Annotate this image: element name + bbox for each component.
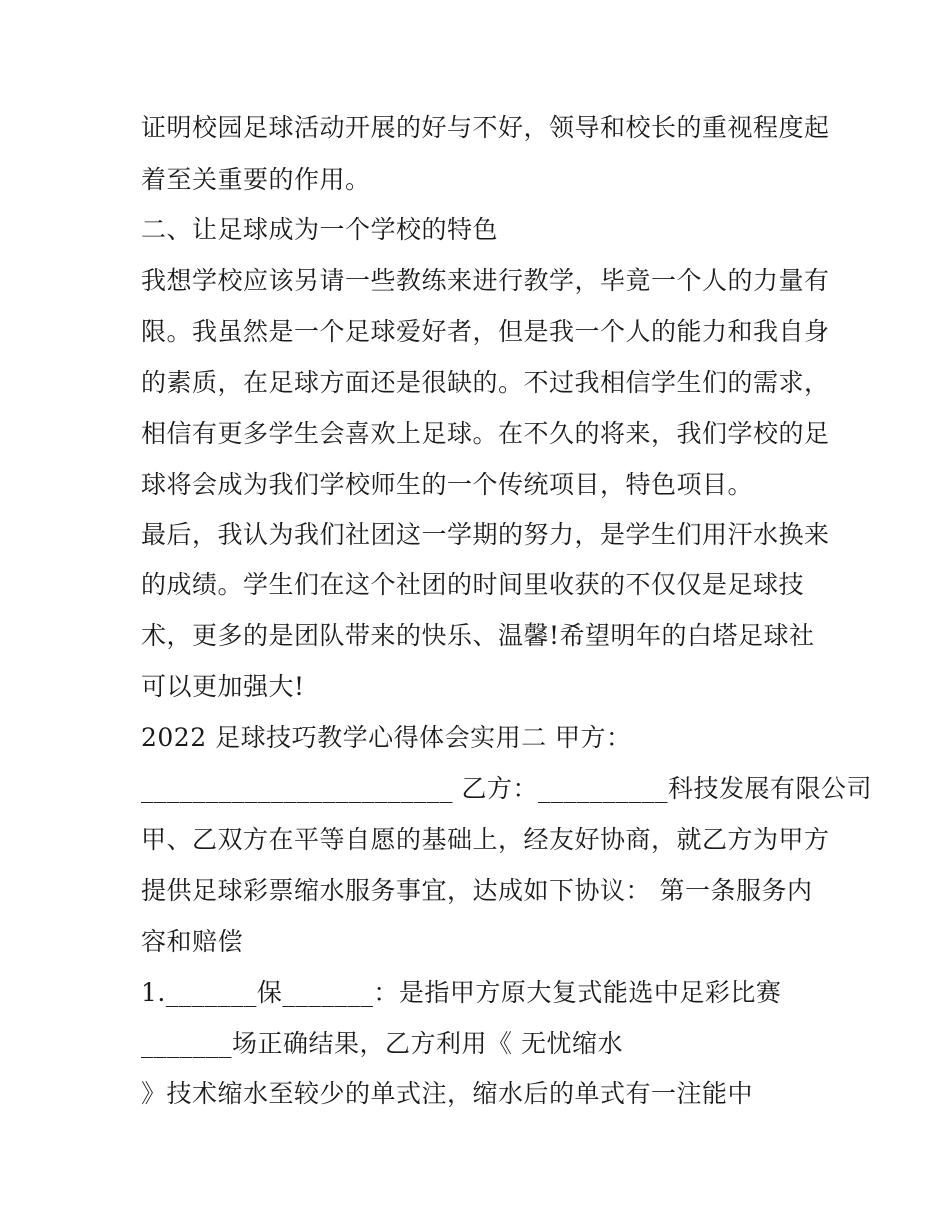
document-title: 2022 足球技巧教学心得体会实用二 甲方：	[141, 723, 632, 752]
party-line: ________________________ 乙方：__________科技发展有限公司	[141, 774, 872, 803]
text-line: 的素质，在足球方面还是很缺的。不过我相信学生们的需求，	[141, 368, 830, 397]
text-line: 术，更多的是团队带来的快乐、温馨!希望明年的白塔足球社	[141, 621, 815, 650]
clause-line: 1._______保_______：是指甲方原大复式能选中足彩比赛	[141, 978, 782, 1007]
text-line: 相信有更多学生会喜欢上足球。在不久的将来，我们学校的足	[141, 419, 830, 448]
text-line: 我想学校应该另请一些教练来进行教学，毕竟一个人的力量有	[141, 266, 830, 295]
text-line: 限。我虽然是一个足球爱好者，但是我一个人的能力和我自身	[141, 317, 830, 346]
text-line: 着至关重要的作用。	[141, 165, 371, 194]
text-line: 可以更加强大!	[141, 672, 305, 701]
text-line: 甲、乙双方在平等自愿的基础上，经友好协商，就乙方为甲方	[141, 825, 830, 854]
text-line: 证明校园足球活动开展的好与不好，领导和校长的重视程度起	[141, 113, 830, 142]
text-line: 最后，我认为我们社团这一学期的努力，是学生们用汗水换来	[141, 520, 830, 549]
text-line: 的成绩。学生们在这个社团的时间里收获的不仅仅是足球技	[141, 570, 805, 599]
text-line: 提供足球彩票缩水服务事宜，达成如下协议： 第一条服务内	[141, 876, 813, 905]
text-line: 球将会成为我们学校师生的一个传统项目，特色项目。	[141, 470, 754, 499]
clause-line: _______场正确结果，乙方利用《 无忧缩水	[141, 1029, 623, 1058]
section-heading: 二、让足球成为一个学校的特色	[141, 215, 499, 244]
clause-line: 》技术缩水至较少的单式注，缩水后的单式有一注能中	[141, 1079, 754, 1108]
text-line: 容和赔偿	[141, 927, 244, 956]
